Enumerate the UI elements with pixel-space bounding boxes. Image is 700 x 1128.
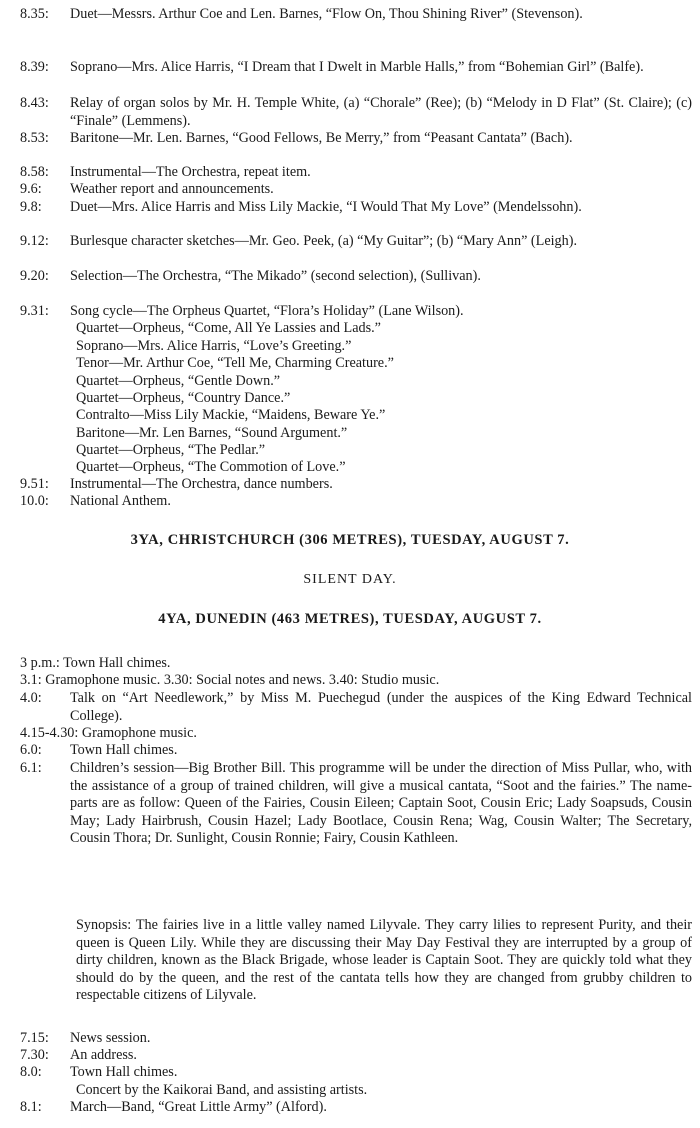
entry-text: Children’s session—Big Brother Bill. This programme will be under the direction of Miss Pullar, who, with the assistance of a group of trained children, will give a musical cantata, “Soot and the fairies.” The name-parts are as follow: Queen of the Fairies, Cousin Eileen; Captain Soot, Cousin Eric; Lady Soapsuds, Cousin May; Lady Hairbrush, Cousin Hazel; Lady Bootlace, Cousin Rena; Wag, Cousin Walter; The Secretary, Cousin Thora; Dr. Sunlight, Cousin Ronnie; Fairy, Cousin Kathleen. bbox=[70, 760, 692, 846]
entry-time: 8.1: bbox=[20, 1099, 42, 1115]
song-cycle-item: Quartet—Orpheus, “The Commotion of Love.” bbox=[76, 459, 346, 475]
entry-text: Soprano—Mrs. Alice Harris, “I Dream that I Dwelt in Marble Halls,” from “Bohemian Girl” (Balfe). bbox=[70, 59, 644, 75]
entry-4-0 bbox=[20, 690, 692, 725]
entry-time: 9.12: bbox=[20, 233, 49, 249]
entry-8-35 bbox=[20, 6, 692, 24]
entry-time: 8.58: bbox=[20, 164, 49, 180]
entry-time: 9.31: bbox=[20, 303, 49, 319]
entry-10-0 bbox=[20, 493, 692, 511]
heading-4ya: 4YA, DUNEDIN (463 METRES), TUESDAY, AUGUST 7. bbox=[158, 611, 542, 627]
entry-8-39 bbox=[20, 59, 692, 77]
entry-text: Talk on “Art Needlework,” by Miss M. Puechegud (under the auspices of the King Edward Technical College). bbox=[70, 690, 692, 724]
entry-time: 8.43: bbox=[20, 95, 49, 111]
entry-time: 8.0: bbox=[20, 1064, 42, 1080]
entry-time: 10.0: bbox=[20, 493, 49, 509]
entry-8-1 bbox=[20, 1099, 692, 1117]
entry-time: 9.6: bbox=[20, 181, 42, 197]
entry-6-0 bbox=[20, 742, 692, 760]
entry-time: 9.8: bbox=[20, 199, 42, 215]
song-cycle-item: Soprano—Mrs. Alice Harris, “Love’s Greeting.” bbox=[76, 338, 352, 354]
entry-9-31 bbox=[20, 303, 692, 321]
entry-time: 8.53: bbox=[20, 130, 49, 146]
song-cycle-item: Baritone—Mr. Len Barnes, “Sound Argument.” bbox=[76, 425, 348, 441]
entry-time: 8.39: bbox=[20, 59, 49, 75]
song-cycle-item: Quartet—Orpheus, “Gentle Down.” bbox=[76, 373, 281, 389]
entry-9-51 bbox=[20, 476, 692, 494]
song-cycle-item: Quartet—Orpheus, “The Pedlar.” bbox=[76, 442, 266, 458]
entry-time: 8.35: bbox=[20, 6, 49, 22]
synopsis-text: Synopsis: The fairies live in a little valley named Lilyvale. They carry lilies to represent Purity, and their queen is Queen Lily. While they are discussing their May Day Festival they are interrupted by a group of dirty children, known as the Black Brigade, whose leader is Captain Soot. They are quickly told what they should do by the queen, and the rest of the cantata tells how they are changed from grubby children to respectable citizens of Lilyvale. bbox=[76, 917, 692, 1003]
entry-7-15 bbox=[20, 1030, 692, 1048]
entry-8-0 bbox=[20, 1064, 692, 1082]
heading-3ya: 3YA, CHRISTCHURCH (306 METRES), TUESDAY, AUGUST 7. bbox=[130, 532, 570, 548]
entry-text: Town Hall chimes. bbox=[70, 1064, 178, 1080]
song-cycle-item: Quartet—Orpheus, “Come, All Ye Lassies and Lads.” bbox=[76, 320, 381, 336]
synopsis bbox=[76, 917, 692, 1005]
entry-9-20 bbox=[20, 268, 692, 286]
entry-time: 6.0: bbox=[20, 742, 42, 758]
entry-text: Song cycle—The Orpheus Quartet, “Flora’s Holiday” (Lane Wilson). bbox=[70, 303, 464, 319]
entry-8-53 bbox=[20, 130, 692, 148]
entry-text: Town Hall chimes. bbox=[70, 742, 178, 758]
entry-time: 9.51: bbox=[20, 476, 49, 492]
line-3-1: 3.1: Gramophone music. 3.30: Social notes and news. 3.40: Studio music. bbox=[20, 672, 440, 688]
entry-7-30 bbox=[20, 1047, 692, 1065]
line-3pm: 3 p.m.: Town Hall chimes. bbox=[20, 655, 171, 671]
entry-9-6 bbox=[20, 181, 692, 199]
entry-time: 9.20: bbox=[20, 268, 49, 284]
entry-time: 4.0: bbox=[20, 690, 42, 706]
entry-time: 6.1: bbox=[20, 760, 42, 776]
entry-text: Relay of organ solos by Mr. H. Temple White, (a) “Chorale” (Ree); (b) “Melody in D Flat” (St. Claire); (c) “Finale” (Lemmens). bbox=[70, 95, 692, 129]
entry-text: Baritone—Mr. Len. Barnes, “Good Fellows, Be Merry,” from “Peasant Cantata” (Bach). bbox=[70, 130, 573, 146]
entry-time: 7.30: bbox=[20, 1047, 49, 1063]
silent-day-label: SILENT DAY. bbox=[303, 572, 397, 587]
entry-text: Weather report and announcements. bbox=[70, 181, 274, 197]
entry-text: National Anthem. bbox=[70, 493, 171, 509]
entry-8-43 bbox=[20, 95, 692, 130]
entry-text: Duet—Messrs. Arthur Coe and Len. Barnes, “Flow On, Thou Shining River” (Stevenson). bbox=[70, 6, 583, 22]
line-4-15: 4.15-4.30: Gramophone music. bbox=[20, 725, 197, 741]
entry-9-12 bbox=[20, 233, 692, 251]
entry-text: Instrumental—The Orchestra, dance numbers. bbox=[70, 476, 333, 492]
entry-text: An address. bbox=[70, 1047, 137, 1063]
entry-time: 7.15: bbox=[20, 1030, 49, 1046]
song-cycle-item: Contralto—Miss Lily Mackie, “Maidens, Beware Ye.” bbox=[76, 407, 386, 423]
entry-9-8 bbox=[20, 199, 692, 217]
entry-8-58 bbox=[20, 164, 692, 182]
song-cycle-item: Tenor—Mr. Arthur Coe, “Tell Me, Charming Creature.” bbox=[76, 355, 394, 371]
entry-text: March—Band, “Great Little Army” (Alford). bbox=[70, 1099, 327, 1115]
song-cycle-item: Quartet—Orpheus, “Country Dance.” bbox=[76, 390, 291, 406]
concert-note: Concert by the Kaikorai Band, and assisting artists. bbox=[76, 1082, 368, 1098]
entry-text: News session. bbox=[70, 1030, 151, 1046]
entry-text: Burlesque character sketches—Mr. Geo. Peek, (a) “My Guitar”; (b) “Mary Ann” (Leigh). bbox=[70, 233, 578, 249]
entry-text: Duet—Mrs. Alice Harris and Miss Lily Mackie, “I Would That My Love” (Mendelssohn). bbox=[70, 199, 582, 215]
entry-text: Selection—The Orchestra, “The Mikado” (second selection), (Sullivan). bbox=[70, 268, 481, 284]
entry-6-1 bbox=[20, 760, 692, 848]
entry-text: Instrumental—The Orchestra, repeat item. bbox=[70, 164, 311, 180]
